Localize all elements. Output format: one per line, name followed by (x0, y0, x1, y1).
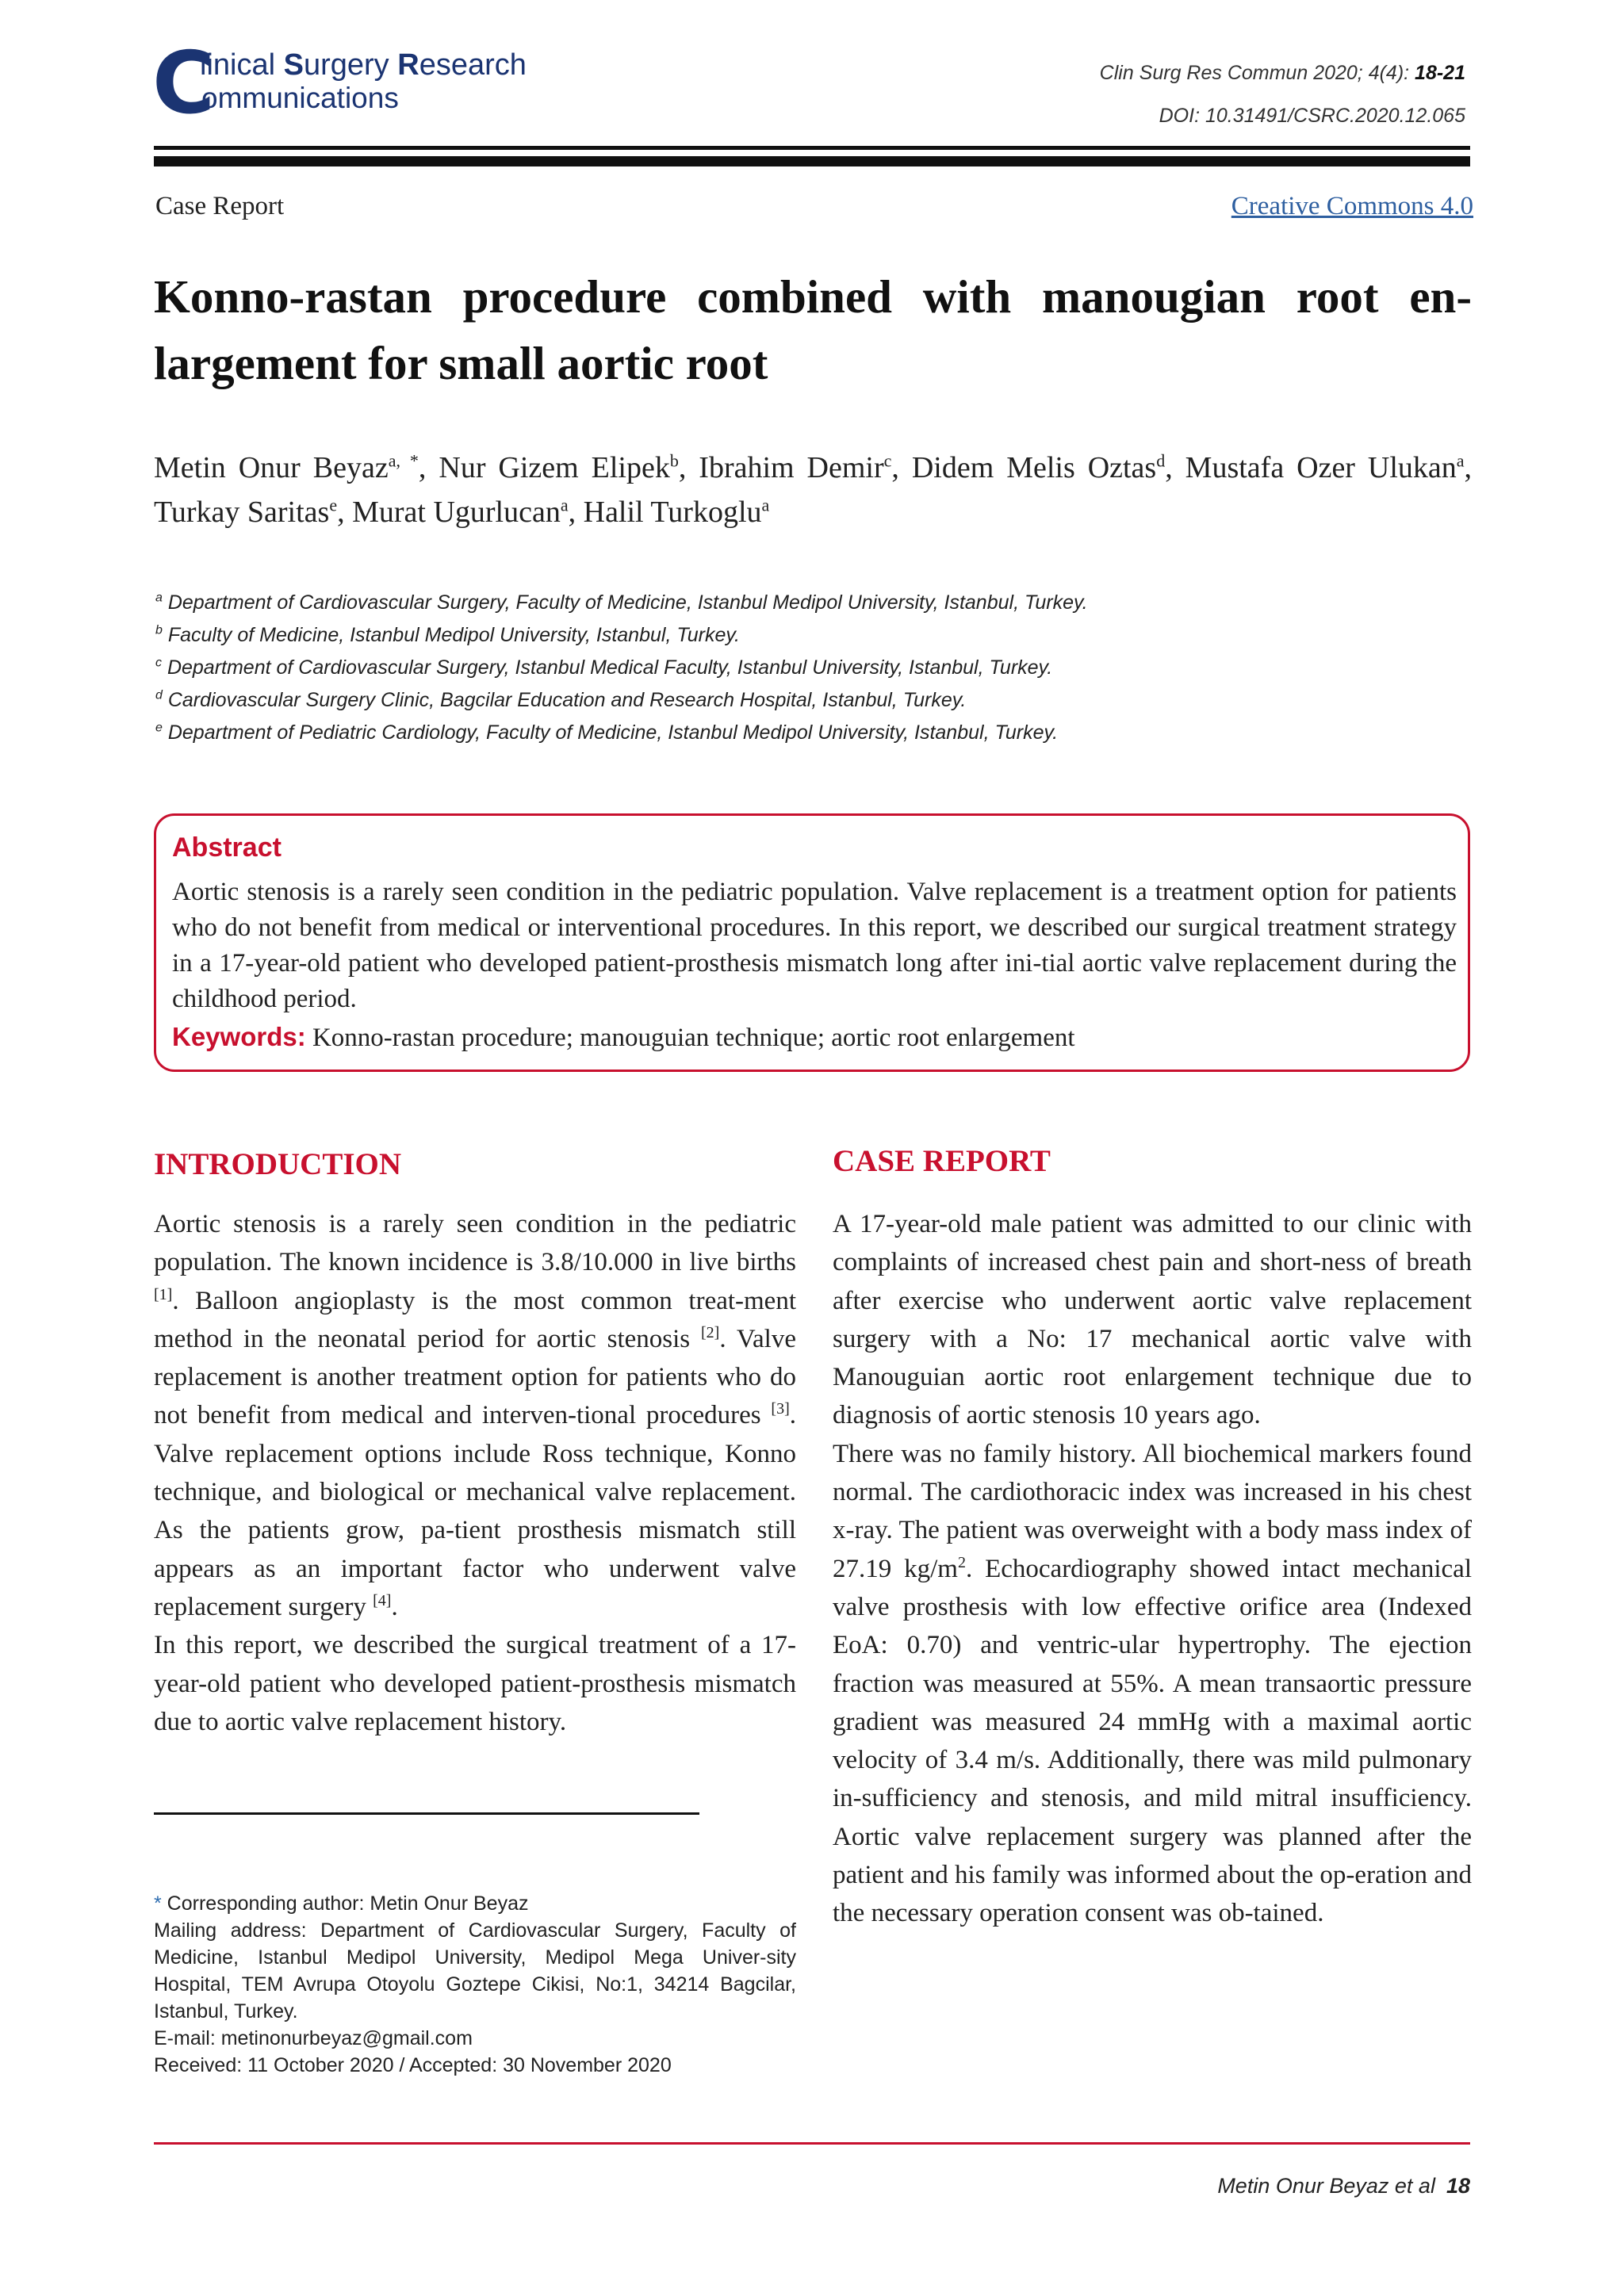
license-link[interactable]: Creative Commons 4.0 (1231, 192, 1473, 220)
author-affiliation-mark: a, * (388, 450, 419, 471)
paragraph (833, 1205, 1472, 1435)
footnote-dates: Received: 11 October 2020 / Accepted: 30 November 2020 (154, 2054, 672, 2076)
author-list: Metin Onur Beyaz$^{a, *}$, Nur Gizem Elipek$^b$, Ibrahim Demir$^c$, Didem Melis Oztas$^d$, Mustafa Ozer Ulukan$^a$, Turkay Saritas$^e$, Murat Ugurlucan$^a$, Halil Turkoglu$^a$ (154, 450, 1473, 529)
footnote-corresponding (154, 1890, 796, 1917)
author-name: Didem Melis Oztas (911, 451, 1157, 484)
abstract-heading: Abstract (172, 832, 282, 863)
reference-mark: 2 (957, 1553, 966, 1571)
affiliation-item (155, 587, 1472, 619)
case-report-heading: CASE REPORT (833, 1144, 1051, 1178)
affiliation-key: a (155, 591, 163, 605)
affiliation-item (155, 684, 1472, 717)
author-affiliation-mark: b (669, 450, 679, 471)
paragraph-text: There was no family history. All biochemical markers found normal. The cardiothoracic index was increased in his chest x-ray. The patient was overweight with a body mass index of 27.19 kg/m (833, 1439, 1472, 1583)
logo-line-2: ommunications (201, 82, 399, 114)
footnote-star: * (154, 1892, 162, 1915)
author-name: Mustafa Ozer Ulukan (1185, 451, 1457, 484)
author-name: Nur Gizem Elipek (439, 451, 670, 484)
author-name: Metin Onur Beyaz (154, 451, 389, 484)
running-footer (1217, 2172, 1470, 2199)
reference-mark: [2] (701, 1323, 720, 1341)
header-rule-thick (154, 156, 1470, 166)
author-affiliation-mark: a (1456, 450, 1465, 471)
affiliation-text: Department of Pediatric Cardiology, Faculty of Medicine, Istanbul Medipol University, Istanbul, Turkey. (162, 721, 1059, 744)
author-name: Ibrahim Demir (699, 451, 884, 484)
logo-initial: C (152, 34, 216, 133)
footnote-corresponding-text: Corresponding author: Metin Onur Beyaz (161, 1892, 529, 1915)
author-affiliation-mark: c (883, 450, 892, 471)
author-name: Murat Ugurlucan (352, 496, 561, 529)
keywords-text: Konno-rastan procedure; manouguian technique; aortic root enlargement (312, 1024, 1075, 1052)
reference-mark: [4] (373, 1591, 392, 1609)
footnote-email: E-mail: metinonurbeyaz@gmail.com (154, 2027, 473, 2049)
reference-mark: [1] (154, 1285, 173, 1303)
logo-line-1-segment: esearch (419, 48, 527, 82)
case-report-body (833, 1205, 1472, 1933)
affiliation-text: Department of Cardiovascular Surgery, Istanbul Medical Faculty, Istanbul University, Istanbul, Turkey. (162, 656, 1053, 679)
affiliation-key: e (155, 721, 163, 735)
affiliation-key: d (155, 688, 163, 702)
affiliation-key: c (155, 656, 162, 670)
paragraph-text: . (391, 1592, 398, 1621)
paragraph-text: . Balloon angioplasty is the most common treat-ment method in the neonatal period for aortic stenosis (154, 1286, 796, 1353)
header-rule-thin (154, 146, 1470, 150)
paragraph (833, 1435, 1472, 1933)
author-affiliation-mark: d (1156, 450, 1166, 471)
author-affiliation-mark: a (560, 495, 569, 515)
keywords-label: Keywords: (172, 1022, 306, 1051)
affiliation-text: Cardiovascular Surgery Clinic, Bagcilar Education and Research Hospital, Istanbul, Turkey. (162, 689, 967, 711)
corresponding-author-footnote (154, 1890, 796, 2079)
article-title: Konno-rastan procedure combined with manougian root en-largement for small aortic root (154, 270, 1472, 389)
author-name: Halil Turkoglu (583, 496, 762, 529)
logo-line-1-segment: R (397, 48, 419, 82)
abstract-box (154, 813, 1470, 1072)
paragraph (154, 1626, 796, 1741)
paragraph-text: . Valve replacement options include Ross technique, Konno technique, and biological or mechanical valve replacement. As the patients grow, pa-tient prosthesis mismatch still appears as an important factor who underwent valve replacement surgery (154, 1401, 796, 1621)
footnote-rule (154, 1812, 699, 1815)
running-footer-author: Metin Onur Beyaz et al (1217, 2174, 1435, 2198)
introduction-body (154, 1205, 796, 1741)
logo-line-1-segment: S (283, 48, 304, 82)
introduction-heading: INTRODUCTION (154, 1147, 402, 1181)
paragraph (154, 1205, 796, 1626)
doi: DOI: 10.31491/CSRC.2020.12.065 (1159, 105, 1465, 127)
affiliation-item (155, 717, 1472, 749)
citation (1100, 60, 1465, 86)
affiliation-item (155, 652, 1472, 684)
author-name: Turkay Saritas (154, 496, 330, 529)
citation-prefix: Clin Surg Res Commun 2020; 4(4): (1099, 62, 1415, 84)
logo-line-1 (200, 48, 527, 82)
paragraph-text: Aortic stenosis is a rarely seen condition in the pediatric population. The known incidence is 3.8/10.000 in live births (154, 1210, 796, 1277)
reference-mark: [3] (771, 1400, 790, 1418)
affiliation-list (155, 587, 1472, 749)
journal-logo (152, 34, 549, 133)
logo-line-1-segment: linical (200, 48, 284, 82)
paragraph-text: . Valve replacement is another treatment option for patients who do not benefit from medical and interven-tional procedures (154, 1324, 796, 1430)
footer-rule (154, 2142, 1470, 2145)
affiliation-item (155, 619, 1472, 652)
paragraph-text: A 17-year-old male patient was admitted to our clinic with complaints of increased chest pain and short-ness of breath after exercise who underwent aortic valve replacement surgery with a No: 17 mechanical aortic valve with Manouguian aortic root enlargement technique due to diagnosis of aortic stenosis 10 years ago. (833, 1210, 1472, 1430)
affiliation-key: b (155, 623, 163, 637)
footnote-address: Mailing address: Department of Cardiovascular Surgery, Faculty of Medicine, Istanbul Medipol University, Medipol Mega Univer-sity Hospital, TEM Avrupa Otoyolu Goztepe Cikisi, No:1, 34214 Bagcilar, Istanbul, Turkey. (154, 1919, 796, 2022)
paragraph-text: . Echocardiography showed intact mechanical valve prosthesis with low effective orifice area (Indexed EoA: 0.70) and ventric-ular hypertrophy. The ejection fraction was measured at 55%. A mean transaortic pressure gradient was measured 24 mmHg with a maximal aortic velocity of 3.4 m/s. Additionally, there was mild pulmonary in-sufficiency and stenosis, and mild mitral insufficiency. Aortic valve replacement surgery was planned after the patient and his family was informed about the op-eration and the necessary operation consent was ob-tained. (833, 1554, 1472, 1928)
paragraph-text: In this report, we described the surgical treatment of a 17-year-old patient who developed patient-prosthesis mismatch due to aortic valve replacement history. (154, 1631, 796, 1736)
citation-pages: 18-21 (1415, 62, 1465, 84)
logo-line-1-segment: urgery (303, 48, 398, 82)
keywords (172, 1019, 1457, 1056)
affiliation-text: Department of Cardiovascular Surgery, Faculty of Medicine, Istanbul Medipol University, Istanbul, Turkey. (162, 591, 1088, 614)
affiliation-text: Faculty of Medicine, Istanbul Medipol University, Istanbul, Turkey. (162, 624, 740, 646)
abstract-text: Aortic stenosis is a rarely seen condition in the pediatric population. Valve replacement is a treatment option for patients who do not benefit from medical or interventional procedures. In this report, we described our surgical treatment strategy in a 17-year-old patient who developed patient-prosthesis mismatch long after ini-tial aortic valve replacement during the childhood period. (172, 878, 1457, 1013)
author-affiliation-mark: a (761, 495, 770, 515)
author-affiliation-mark: e (329, 495, 338, 515)
article-type: Case Report (155, 192, 285, 220)
page-number: 18 (1446, 2174, 1470, 2198)
